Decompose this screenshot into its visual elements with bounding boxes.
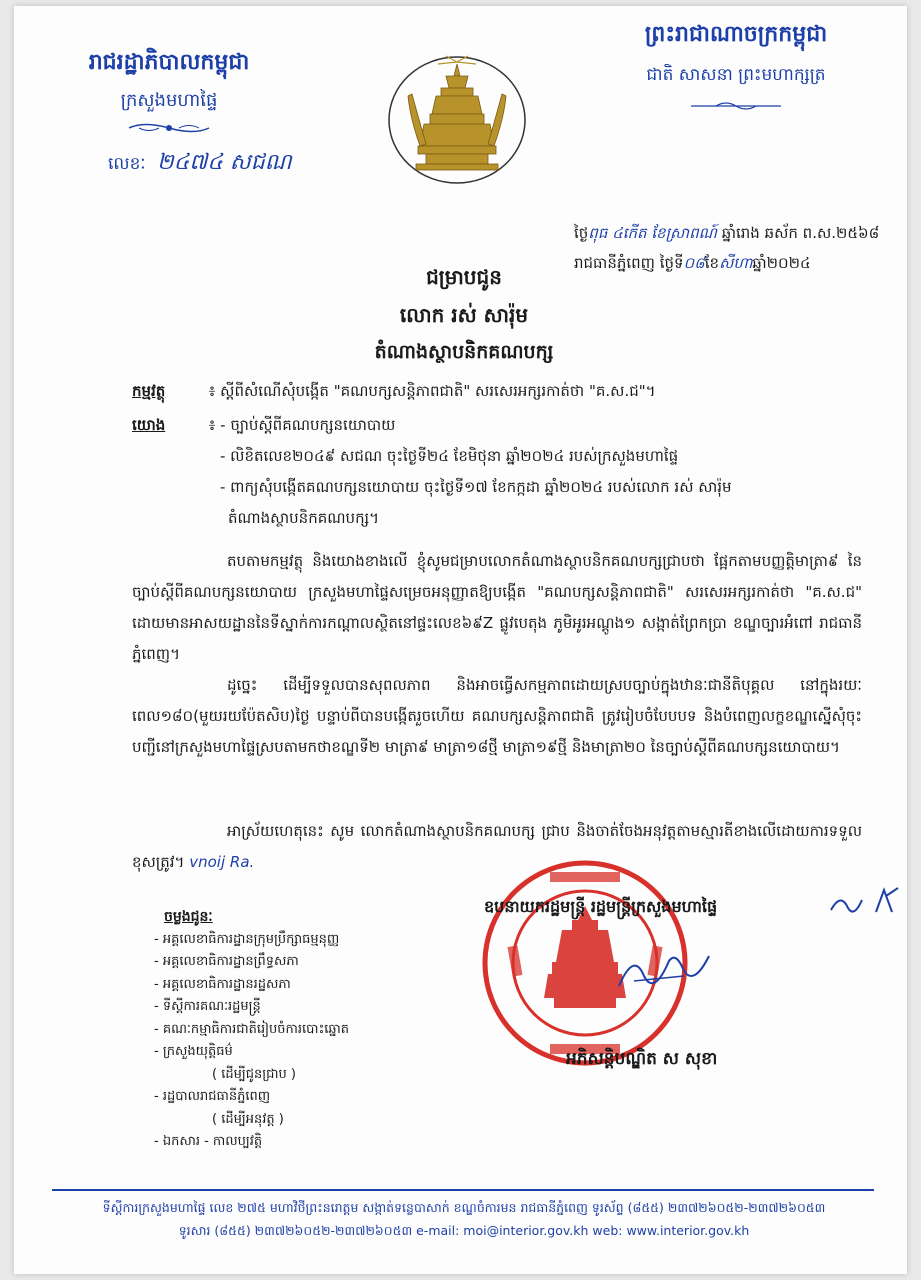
copies-item: - ទីស្តីការគណៈរដ្ឋមន្ត្រី: [154, 999, 261, 1014]
ministry-name: ក្រសួងមហាផ្ទៃ: [120, 90, 218, 111]
recipient-block: [334, 264, 594, 368]
closing-text: អាស្រ័យហេតុនេះ សូម លោកតំណាងស្ថាបនិកគណបក្ស ជ្រាប និងចាត់ចែងអនុវត្តតាមស្មារតីខាងលើដោយការទទួលខុសត្រូវ។: [132, 822, 862, 871]
solar-date-suffix: ឆ្នាំ២០២៤: [752, 254, 811, 272]
initials-icon: [826, 882, 906, 922]
copies-item: ( ដើម្បីជូនជ្រាប ): [212, 1066, 296, 1082]
copies-item: - អគ្គលេខាធិការដ្ឋានរដ្ឋសភា: [154, 976, 291, 992]
signatory-name: អភិសន្តិបណ្ឌិត ស សុខា: [566, 1049, 718, 1069]
government-name: រាជរដ្ឋាភិបាលកម្ពុជា: [88, 50, 250, 75]
copies-item: - គណៈកម្មាធិការជាតិរៀបចំការបោះឆ្នោត: [154, 1021, 350, 1037]
handwritten-note: vnoij Ra.: [189, 853, 255, 871]
copies-item: - ក្រសួងយុត្តិធម៌: [154, 1044, 233, 1059]
solar-month: សីហា: [719, 254, 753, 272]
solar-date: [574, 248, 879, 278]
references-separator: ៖: [208, 416, 216, 434]
subject-separator: ៖: [208, 382, 216, 400]
footer-contact: ទូរសារ (៨៥៥) ២៣៧២៦០៥២-២៣៧២៦០៥៣ e-mail: moi@interior.gov.kh web: www.interior.gov.kh: [178, 1223, 750, 1238]
footer-divider: [52, 1189, 874, 1191]
reference-label: លេខៈ: [108, 154, 146, 174]
kingdom-header: [606, 20, 866, 113]
royal-emblem-icon: [386, 54, 528, 186]
lunar-date-handwritten: ពុធ ៤កើត ខែស្រាពណ៍: [588, 224, 717, 242]
references-label: យោង: [132, 416, 166, 434]
reference-number: [108, 148, 292, 180]
copies-list: [154, 906, 349, 1154]
national-motto: ជាតិ សាសនា ព្រះមហាក្សត្រ: [646, 65, 826, 85]
footer-address: ទីស្តីការក្រសួងមហាផ្ទៃ លេខ ២៧៥ មហាវិថីព្រះនរោត្តម សង្កាត់ទន្លេបាសាក់ ខណ្ឌចំការមន រាជធានីភ្នំពេញ ទូរស័ព្ទ (៨៥៥) ២៣៧២៦០៥២-២៣៧២៦០៥៣: [102, 1200, 826, 1215]
reference-item: - លិខិតលេខ២០៤៩ សជណ ចុះថ្ងៃទី២៤ ខែមិថុនា ឆ្នាំ២០២៤ របស់ក្រសួងមហាផ្ទៃ: [220, 447, 679, 465]
lunar-date: [574, 218, 879, 248]
ornament-icon: [686, 99, 786, 113]
ornament-icon: [124, 121, 214, 135]
copies-item: - អគ្គលេខាធិការដ្ឋានក្រុមប្រឹក្សាធម្មនុញ្ញ: [154, 931, 340, 947]
ministry-header: [69, 48, 269, 135]
copies-item: - ឯកសារ - កាលប្បវត្តិ: [154, 1134, 263, 1149]
recipient-role: តំណាងស្ថាបនិកគណបក្ស: [374, 341, 554, 363]
subject-line: [132, 376, 862, 407]
reference-text: - ច្បាប់ស្តីពីគណបក្សនយោបាយ: [220, 416, 396, 434]
letter-page: [14, 6, 907, 1274]
date-block: [574, 218, 879, 278]
subject-label: កម្មវត្ថុ: [132, 382, 166, 400]
solar-month-prefix: ខែ: [704, 254, 720, 272]
copies-item: ( ដើម្បីអនុវត្ត ): [212, 1111, 284, 1127]
reference-item: [132, 410, 862, 441]
body-paragraph: តបតាមកម្មវត្ថុ និងយោងខាងលើ ខ្ញុំសូមជម្រាបលោកតំណាងស្ថាបនិកគណបក្សជ្រាបថា ផ្អែកតាមបញ្ញត្តិមាត្រា៩ នៃច្បាប់ស្តីពីគណបក្សនយោបាយ ក្រសួងមហាផ្ទៃសម្រេចអនុញ្ញាតឱ្យបង្កើត "គណបក្សសន្តិភាពជាតិ" សរសេរអក្សរកាត់ថា "គ.ស.ជ" ដោយមានអាសយដ្ឋាននៃទីស្នាក់ការកណ្តាលស្ថិតនៅផ្ទះលេខ៦៩Z ផ្លូវបេតុង ភូមិអូរអណ្តូង១ សង្កាត់ព្រែកប្រា ខណ្ឌច្បារអំពៅ រាជធានីភ្នំពេញ។: [132, 552, 862, 663]
solar-day: ០៨: [683, 254, 705, 272]
reference-item: តំណាងស្ថាបនិកគណបក្ស។: [228, 509, 379, 527]
reference-item: - ពាក្យសុំបង្កើតគណបក្សនយោបាយ ចុះថ្ងៃទី១៧ ខែកក្កដា ឆ្នាំ២០២៤ របស់លោក រស់ សារ៉ុម: [220, 478, 732, 496]
lunar-date-suffix: ឆ្នាំរោង ឆស័ក ព.ស.២៥៦៨: [721, 224, 880, 242]
lunar-date-prefix: ថ្ងៃ: [574, 224, 589, 242]
solar-date-prefix: រាជធានីភ្នំពេញ ថ្ងៃទី: [574, 254, 684, 272]
reference-value: ២៤៧៤ សជណ: [156, 150, 292, 175]
references-block: [132, 410, 862, 534]
copies-item: - រដ្ឋបាលរាជធានីភ្នំពេញ: [154, 1089, 271, 1104]
body-paragraph: ដូច្នេះ ដើម្បីទទួលបានសុពលភាព និងអាចធ្វើសកម្មភាពដោយស្របច្បាប់ក្នុងឋានៈជានីតិបុគ្គល នៅក្នុងរយៈពេល១៨០(មួយរយប៉ែតសិប)ថ្ងៃ បន្ទាប់ពីបានបង្កើតរួចហើយ គណបក្សសន្តិភាពជាតិ ត្រូវរៀបចំបែបបទ និងបំពេញលក្ខខណ្ឌស្នើសុំចុះបញ្ជីនៅក្រសួងមហាផ្ទៃស្របតាមកថាខណ្ឌទី២ មាត្រា៩ មាត្រា១៨ថ្មី មាត្រា១៩ថ្មី និងមាត្រា២០ នៃច្បាប់ស្តីពីគណបក្សនយោបាយ។: [132, 676, 862, 756]
signatory-title: ឧបនាយករដ្ឋមន្ត្រី រដ្ឋមន្ត្រីក្រសួងមហាផ្ទៃ: [484, 897, 718, 916]
footer: [44, 1196, 884, 1242]
kingdom-name: ព្រះរាជាណាចក្រកម្ពុជា: [644, 22, 828, 47]
recipient-name: លោក រស់ សារ៉ុម: [399, 303, 529, 327]
recipient-salutation: ជម្រាបជូន: [426, 265, 502, 289]
copies-item: - អគ្គលេខាធិការដ្ឋានព្រឹទ្ធសភា: [154, 954, 299, 969]
signature-icon: [614, 946, 714, 996]
copies-heading: ចម្លងជូនៈ: [164, 909, 213, 925]
subject-text: ស្តីពីសំណើសុំបង្កើត "គណបក្សសន្តិភាពជាតិ" សរសេរអក្សរកាត់ថា "គ.ស.ជ"។: [220, 382, 656, 400]
